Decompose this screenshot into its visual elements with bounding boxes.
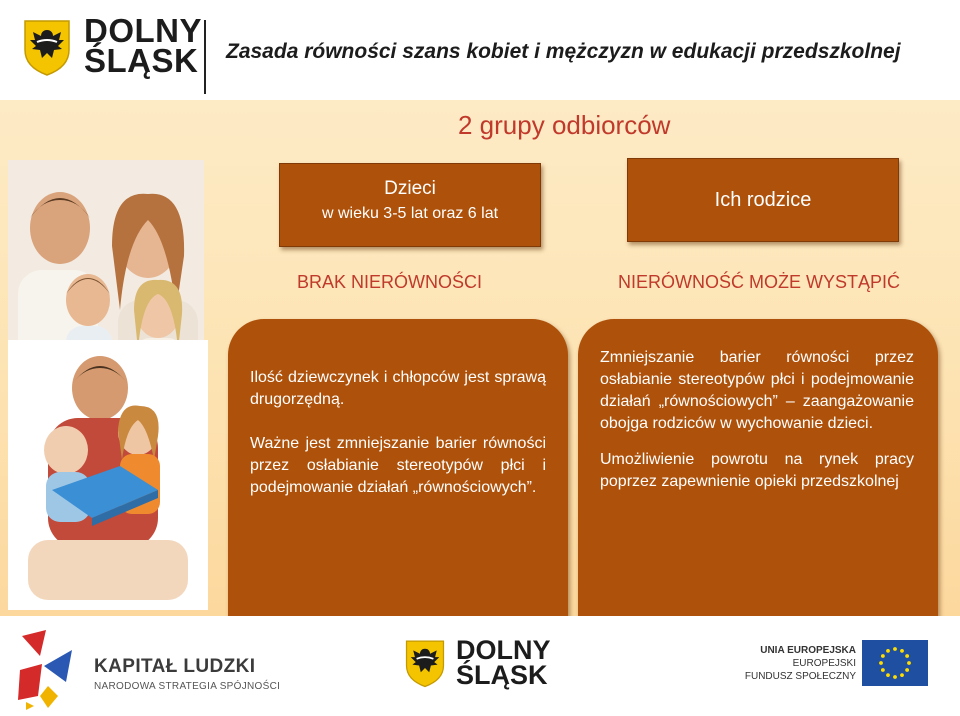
eu-star [886,673,890,677]
parents-group-box [627,158,899,242]
parents-heading: NIERÓWNOŚĆ MOŻE WYSTĄPIĆ [618,272,901,292]
eu-star [907,661,911,665]
eu-star [905,654,909,658]
eu-star [881,654,885,658]
father-reading-photo [8,340,208,610]
footer-brand-logo [456,635,551,690]
content-panel [0,100,960,616]
eu-line3: FUNDUSZ SPOŁECZNY [744,671,856,682]
eu-line2: EUROPEJSKI [792,658,856,669]
kl-title: KAPITAŁ LUDZKI [94,656,256,677]
kapital-ludzki-logo-icon [14,626,84,710]
children-group-box [279,163,541,247]
eu-star [900,673,904,677]
footer-eagle-crest-icon [404,638,446,688]
brand-line1: DOLNY [84,12,202,49]
slide-footer [0,616,960,716]
kl-subtitle: NARODOWA STRATEGIA SPÓJNOŚCI [94,681,281,692]
kapital-ludzki-text [94,656,280,692]
slide-title: Zasada równości szans kobiet i mężczyzn w edukacji przedszkolnej [226,40,901,63]
children-heading: BRAK NIERÓWNOŚCI [297,272,483,292]
brand-logo [84,12,202,79]
eagle-crest-icon [22,18,72,76]
eu-star [905,668,909,672]
eu-star [900,649,904,653]
header-divider [204,20,206,94]
children-group-detail: w wieku 3-5 lat oraz 6 lat [321,205,499,222]
subtitle: 2 grupy odbiorców [458,110,671,140]
eu-fund-text [730,644,856,683]
children-group-title: Dzieci [384,178,436,199]
eu-flag-icon [862,640,928,686]
parents-paragraph-1: Zmniejszanie barier równości przez osłabianie stereotypów płci i podejmowanie działań „równościowych” – zaangażowanie obojga rodziców w wychowanie dzieci. [600,349,914,432]
eu-star [886,649,890,653]
brand-line2: ŚLĄSK [84,42,199,79]
eu-star [893,675,897,679]
footer-brand-line2: ŚLĄSK [456,660,548,690]
parents-group-title: Ich rodzice [714,189,812,211]
eu-line1: UNIA EUROPEJSKA [760,645,856,656]
children-paragraph-1: Ilość dziewczynek i chłopców jest sprawą drugorzędną. [250,369,546,408]
eu-star [879,661,883,665]
slide-header [0,0,960,100]
children-paragraph-2: Ważne jest zmniejszanie barier równości przez osłabianie stereotypów płci i podejmowanie działań „równościowych”. [250,435,546,496]
parents-paragraph-2: Umożliwienie powrotu na rynek pracy poprzez zapewnienie opieki przedszkolnej [600,451,914,490]
footer-brand-line1: DOLNY [456,635,551,665]
eu-star [893,647,897,651]
eu-star [881,668,885,672]
